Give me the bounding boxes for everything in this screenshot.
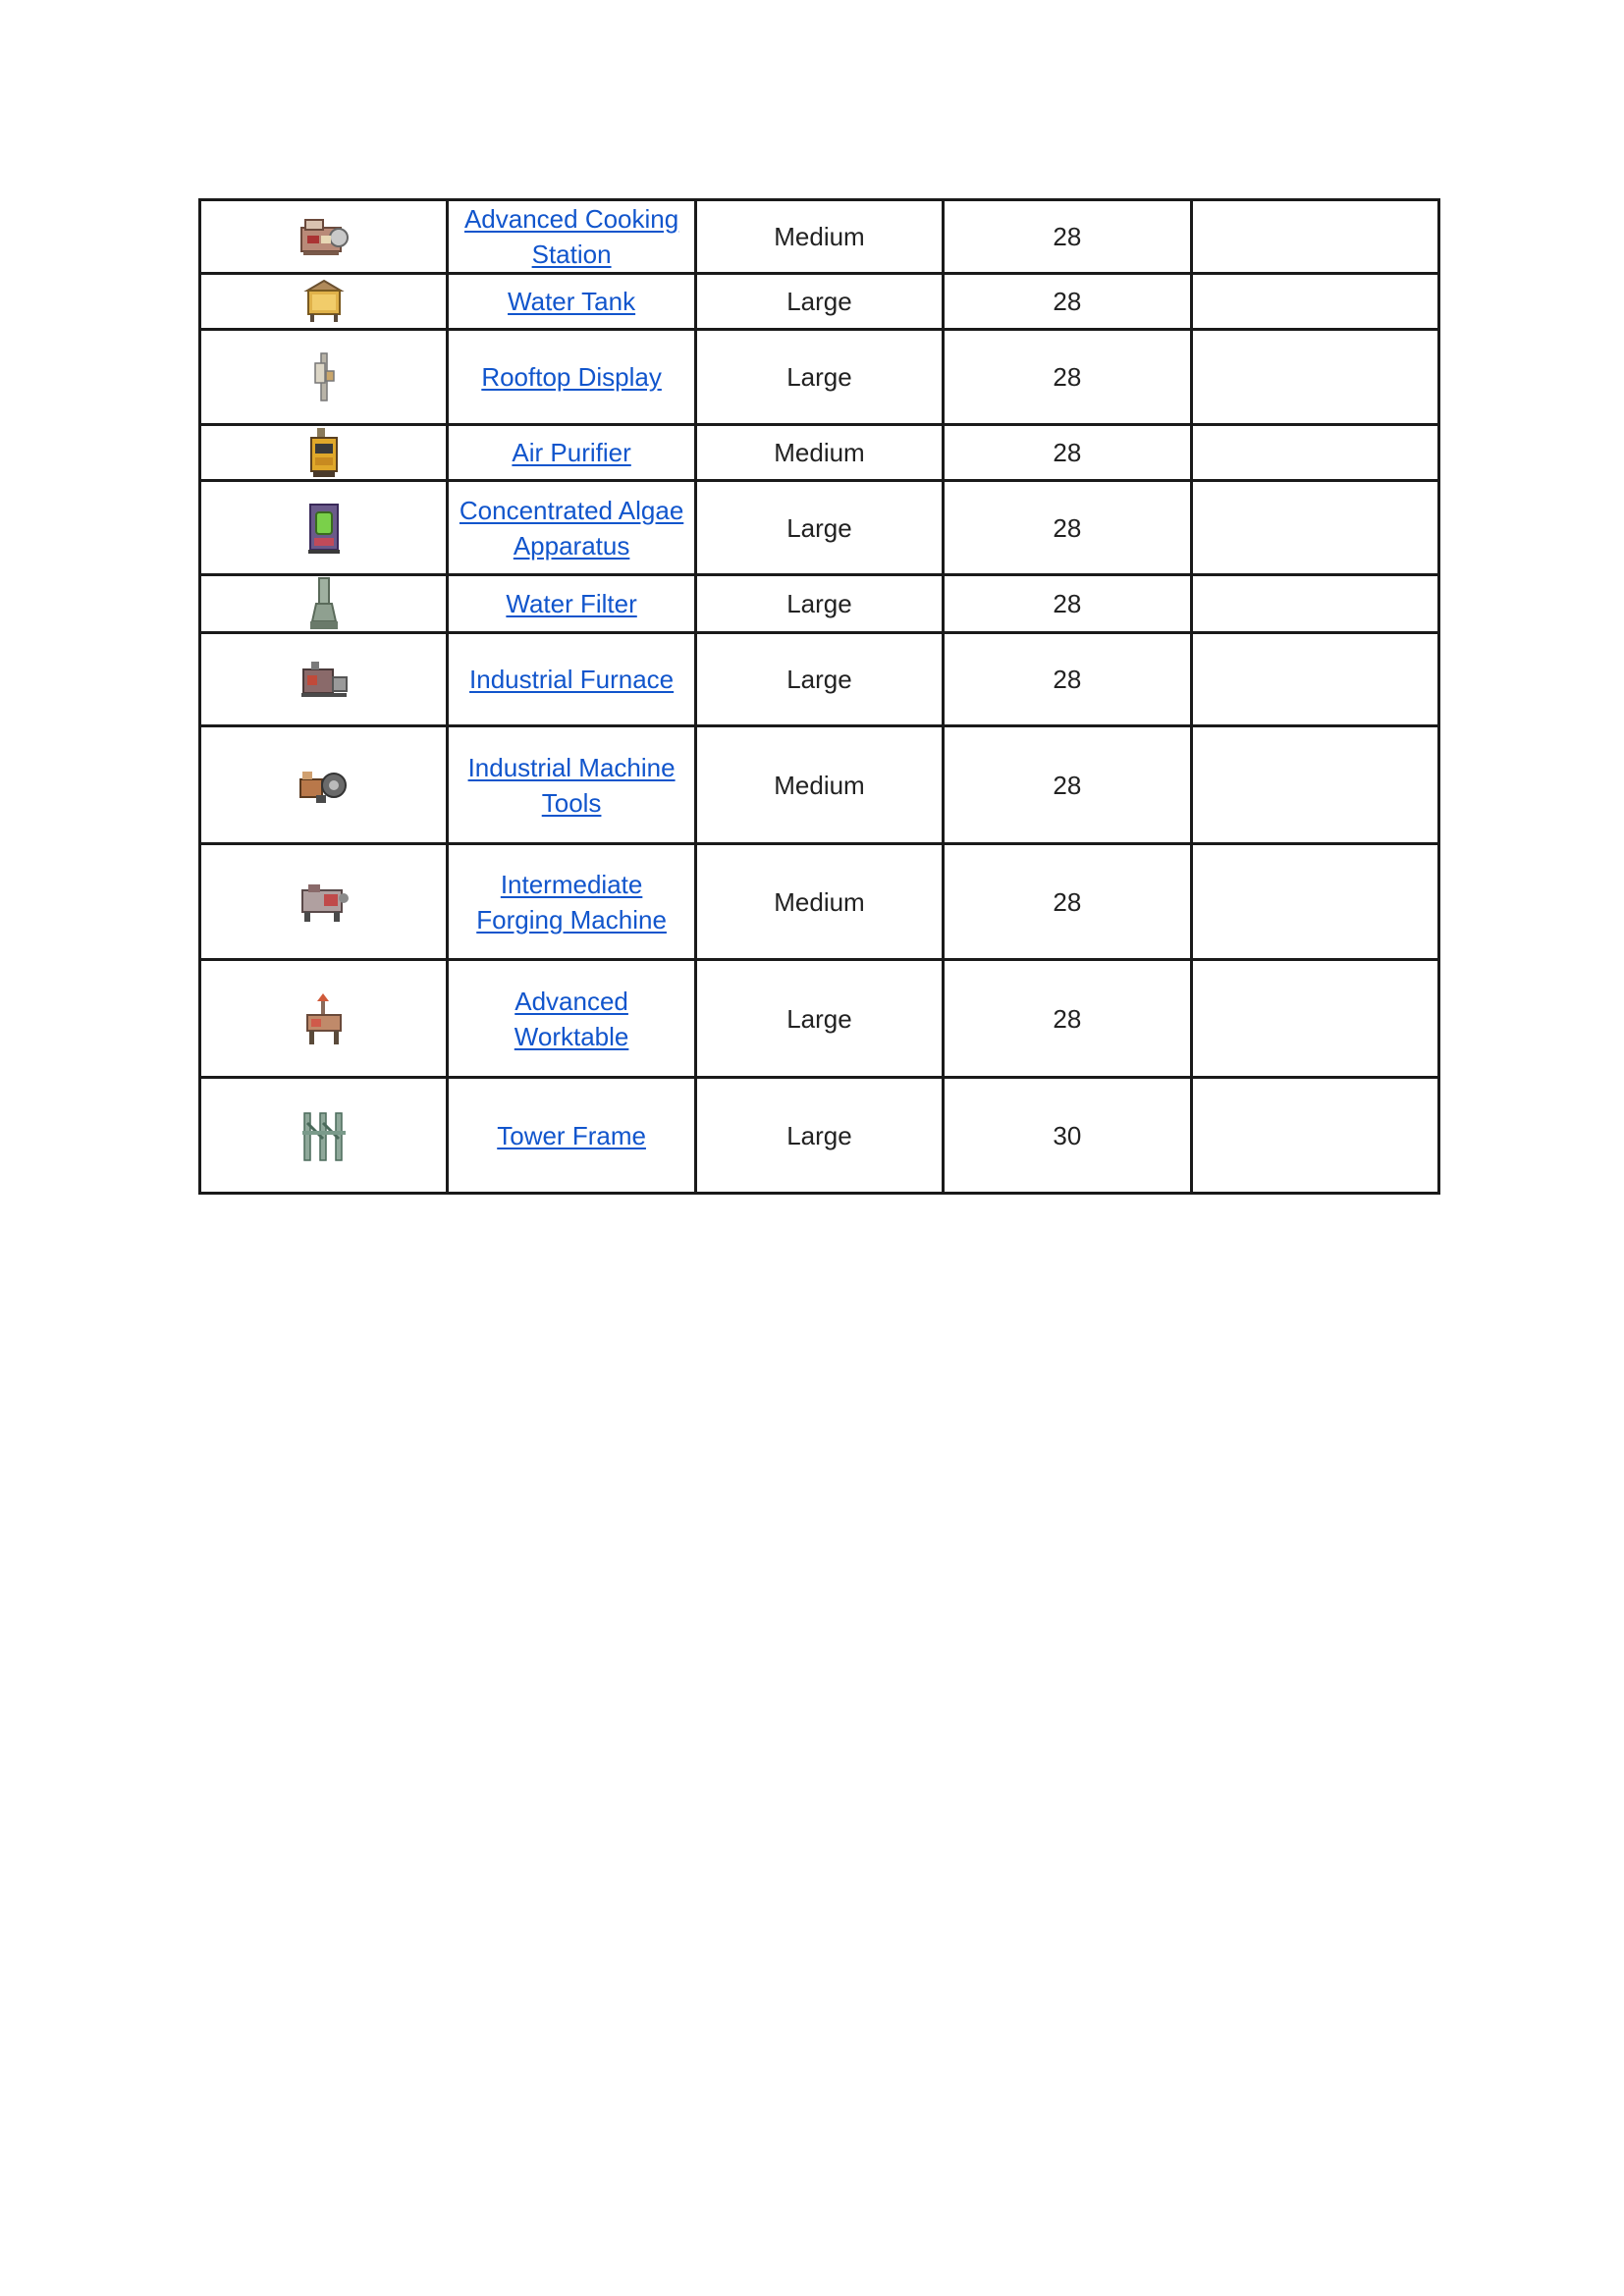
name-cell bbox=[448, 844, 695, 960]
name-cell bbox=[448, 330, 695, 425]
water-tank-icon bbox=[301, 279, 347, 324]
size-cell: Large bbox=[695, 1078, 943, 1194]
table-row bbox=[200, 481, 1439, 575]
forging-machine-icon bbox=[297, 881, 352, 924]
size-cell: Medium bbox=[695, 425, 943, 481]
icon-cell bbox=[200, 726, 448, 844]
extra-cell bbox=[1191, 330, 1438, 425]
water-filter-icon bbox=[306, 576, 342, 631]
item-link-water-tank[interactable]: Water Tank bbox=[508, 287, 636, 316]
worktable-icon bbox=[301, 991, 347, 1046]
table-row bbox=[200, 1078, 1439, 1194]
extra-cell bbox=[1191, 1078, 1438, 1194]
size-cell: Large bbox=[695, 274, 943, 330]
value-cell: 28 bbox=[944, 844, 1191, 960]
item-link-concentrated-algae-apparatus[interactable]: Concentrated Algae Apparatus bbox=[459, 495, 684, 561]
extra-cell bbox=[1191, 274, 1438, 330]
value-cell: 28 bbox=[944, 425, 1191, 481]
size-cell: Large bbox=[695, 481, 943, 575]
icon-cell bbox=[200, 274, 448, 330]
rooftop-display-icon bbox=[309, 351, 339, 402]
icon-cell bbox=[200, 425, 448, 481]
item-link-industrial-machine-tools[interactable]: Industrial Machine Tools bbox=[467, 752, 676, 818]
extra-cell bbox=[1191, 481, 1438, 575]
extra-cell bbox=[1191, 575, 1438, 633]
air-purifier-icon bbox=[307, 426, 341, 479]
table-row bbox=[200, 960, 1439, 1078]
tower-frame-icon bbox=[298, 1109, 350, 1162]
size-cell: Large bbox=[695, 960, 943, 1078]
algae-apparatus-icon bbox=[304, 501, 344, 556]
extra-cell bbox=[1191, 844, 1438, 960]
size-cell: Large bbox=[695, 330, 943, 425]
item-link-rooftop-display[interactable]: Rooftop Display bbox=[481, 362, 662, 392]
name-cell bbox=[448, 575, 695, 633]
extra-cell bbox=[1191, 633, 1438, 726]
extra-cell bbox=[1191, 200, 1438, 274]
name-cell bbox=[448, 960, 695, 1078]
table-row bbox=[200, 575, 1439, 633]
icon-cell bbox=[200, 575, 448, 633]
table-row bbox=[200, 330, 1439, 425]
icon-cell bbox=[200, 200, 448, 274]
value-cell: 28 bbox=[944, 633, 1191, 726]
extra-cell bbox=[1191, 425, 1438, 481]
value-cell: 28 bbox=[944, 726, 1191, 844]
value-cell: 28 bbox=[944, 200, 1191, 274]
item-link-air-purifier[interactable]: Air Purifier bbox=[512, 438, 631, 467]
cooking-station-icon bbox=[296, 214, 352, 259]
name-cell bbox=[448, 274, 695, 330]
items-table bbox=[198, 198, 1440, 1195]
value-cell: 28 bbox=[944, 575, 1191, 633]
value-cell: 30 bbox=[944, 1078, 1191, 1194]
name-cell bbox=[448, 200, 695, 274]
icon-cell bbox=[200, 960, 448, 1078]
extra-cell bbox=[1191, 960, 1438, 1078]
table-row bbox=[200, 200, 1439, 274]
name-cell bbox=[448, 425, 695, 481]
size-cell: Medium bbox=[695, 844, 943, 960]
item-link-advanced-cooking-station[interactable]: Advanced Cooking Station bbox=[463, 204, 679, 269]
table-row bbox=[200, 844, 1439, 960]
size-cell: Large bbox=[695, 633, 943, 726]
size-cell: Medium bbox=[695, 726, 943, 844]
value-cell: 28 bbox=[944, 481, 1191, 575]
value-cell: 28 bbox=[944, 960, 1191, 1078]
value-cell: 28 bbox=[944, 274, 1191, 330]
item-link-advanced-worktable[interactable]: Advanced Worktable bbox=[514, 986, 629, 1051]
item-link-intermediate-forging-machine[interactable]: Intermediate Forging Machine bbox=[476, 869, 667, 934]
name-cell bbox=[448, 633, 695, 726]
industrial-furnace-icon bbox=[298, 660, 351, 699]
table-row bbox=[200, 425, 1439, 481]
icon-cell bbox=[200, 330, 448, 425]
icon-cell bbox=[200, 481, 448, 575]
value-cell: 28 bbox=[944, 330, 1191, 425]
icon-cell bbox=[200, 633, 448, 726]
name-cell bbox=[448, 726, 695, 844]
icon-cell bbox=[200, 1078, 448, 1194]
size-cell: Medium bbox=[695, 200, 943, 274]
icon-cell bbox=[200, 844, 448, 960]
name-cell bbox=[448, 481, 695, 575]
size-cell: Large bbox=[695, 575, 943, 633]
table-row bbox=[200, 633, 1439, 726]
name-cell bbox=[448, 1078, 695, 1194]
table-row bbox=[200, 274, 1439, 330]
item-link-industrial-furnace[interactable]: Industrial Furnace bbox=[469, 665, 675, 694]
extra-cell bbox=[1191, 726, 1438, 844]
item-link-water-filter[interactable]: Water Filter bbox=[506, 589, 637, 618]
table-row bbox=[200, 726, 1439, 844]
item-link-tower-frame[interactable]: Tower Frame bbox=[497, 1120, 646, 1150]
machine-tools-icon bbox=[297, 766, 352, 805]
